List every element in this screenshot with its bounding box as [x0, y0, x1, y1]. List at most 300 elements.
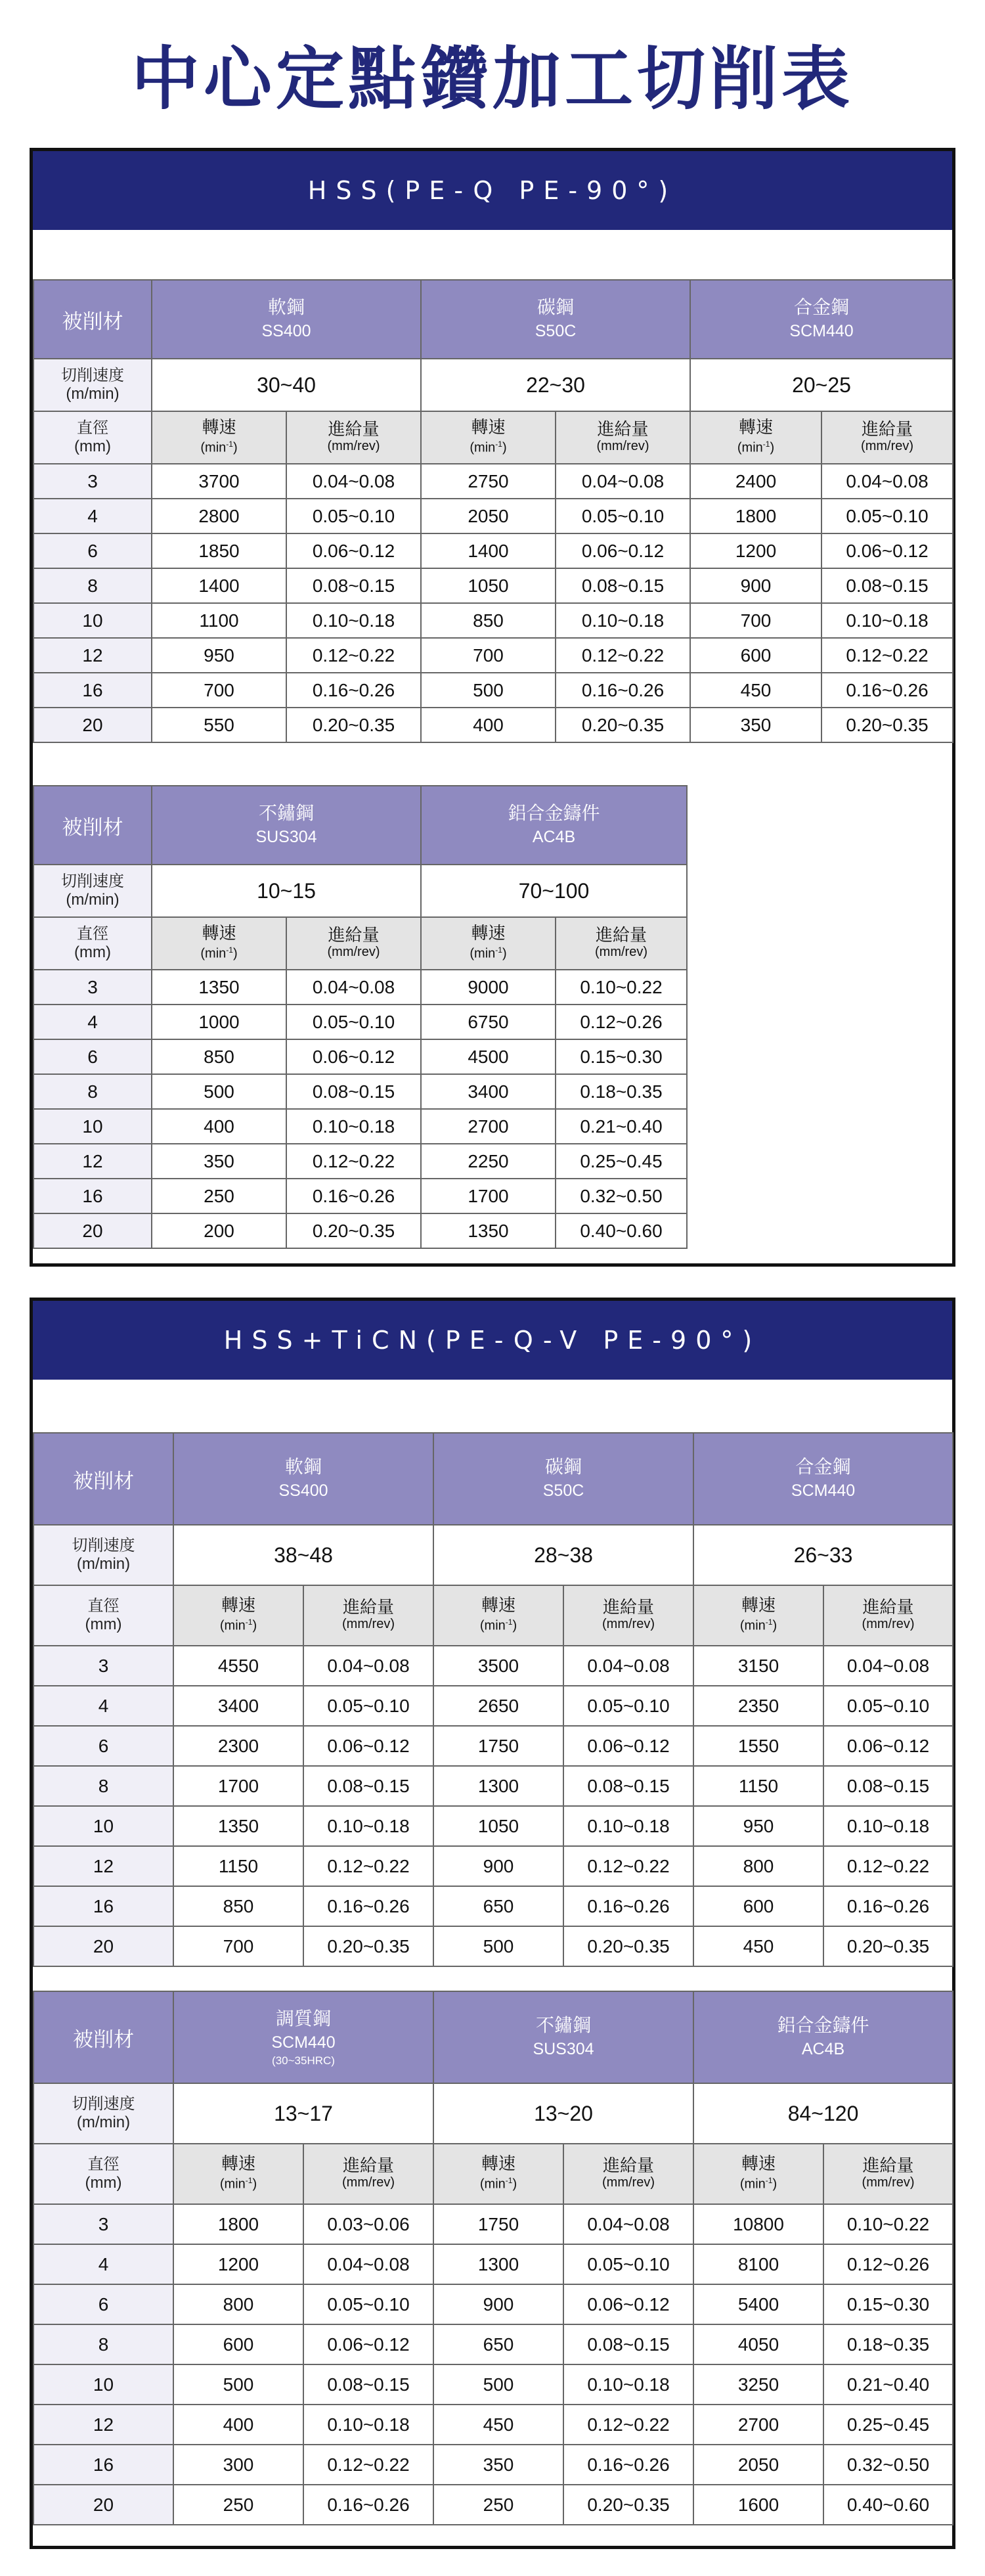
- material-label: 被削材: [33, 1433, 173, 1525]
- diameter-value: 10: [33, 1806, 173, 1846]
- feed-value: 0.40~0.60: [556, 1213, 687, 1248]
- feed-value: 0.10~0.18: [563, 1806, 693, 1846]
- material-header: [433, 1433, 693, 1525]
- feed-value: 0.08~0.15: [303, 1766, 433, 1806]
- rpm-value: 2050: [693, 2445, 823, 2485]
- feed-value: 0.18~0.35: [556, 1074, 687, 1109]
- cutting-speed-value: 13~17: [173, 2083, 433, 2144]
- feed-value: 0.06~0.12: [286, 533, 421, 568]
- rpm-value: 1050: [421, 568, 556, 603]
- feed-value: 0.20~0.35: [823, 1926, 953, 1966]
- rpm-value: 1200: [173, 2244, 303, 2284]
- rpm-value: 1000: [152, 1005, 286, 1039]
- feed-label: 進給量: [343, 2156, 395, 2175]
- material-code: SS400: [261, 322, 311, 340]
- rpm-value: 4550: [173, 1646, 303, 1686]
- feed-header: [556, 411, 690, 464]
- section-header: HSS+TiCN(PE-Q-V PE-90°): [33, 1301, 952, 1380]
- feed-header: [823, 1585, 953, 1646]
- feed-value: 0.20~0.35: [556, 708, 690, 742]
- rpm-value: 9000: [421, 970, 556, 1005]
- rpm-unit-close: ): [772, 2177, 777, 2192]
- feed-value: 0.05~0.10: [823, 1686, 953, 1726]
- rpm-value: 250: [152, 1179, 286, 1213]
- rpm-value: 350: [690, 708, 821, 742]
- rpm-value: 2650: [433, 1686, 563, 1726]
- feed-value: 0.20~0.35: [286, 708, 421, 742]
- rpm-value: 950: [152, 638, 286, 673]
- rpm-value: 1400: [421, 533, 556, 568]
- table-row: [33, 1726, 953, 1766]
- feed-value: 0.04~0.08: [823, 1646, 953, 1686]
- table-row: [33, 1179, 687, 1213]
- feed-value: 0.16~0.26: [286, 673, 421, 708]
- feed-value: 0.06~0.12: [823, 1726, 953, 1766]
- feed-value: 0.08~0.15: [556, 568, 690, 603]
- diameter-label: 直徑 (mm): [33, 1585, 173, 1646]
- cutting-speed-value: 28~38: [433, 1525, 693, 1585]
- rpm-header: [693, 2144, 823, 2204]
- rpm-value: 2700: [421, 1109, 556, 1144]
- table-row: [33, 1766, 953, 1806]
- diameter-value: 3: [33, 2204, 173, 2244]
- feed-value: 0.12~0.22: [823, 1846, 953, 1886]
- rpm-unit-exponent: -1: [765, 1617, 773, 1627]
- feed-unit: (mm/rev): [596, 439, 649, 453]
- feed-value: 0.12~0.22: [303, 2445, 433, 2485]
- feed-value: 0.12~0.26: [556, 1005, 687, 1039]
- material-name: 碳鋼: [537, 297, 575, 317]
- feed-unit: (mm/rev): [595, 945, 647, 959]
- table-row: [33, 603, 953, 638]
- diameter-value: 3: [33, 970, 152, 1005]
- table-row: [33, 2204, 953, 2244]
- rpm-value: 650: [433, 2324, 563, 2364]
- feed-label: 進給量: [328, 419, 380, 439]
- rpm-unit-close: ): [512, 2177, 517, 2192]
- cutting-speed-label: 切削速度 (m/min): [33, 1525, 173, 1585]
- feed-value: 0.05~0.10: [286, 499, 421, 533]
- rpm-unit-close: ): [770, 440, 775, 455]
- rpm-value: 950: [693, 1806, 823, 1846]
- feed-value: 0.03~0.06: [303, 2204, 433, 2244]
- diameter-value: 20: [33, 708, 152, 742]
- feed-value: 0.05~0.10: [556, 499, 690, 533]
- rpm-unit-exponent: -1: [226, 440, 233, 449]
- feed-header: [563, 2144, 693, 2204]
- material-code: SCM440: [789, 322, 854, 340]
- rpm-value: 1750: [433, 2204, 563, 2244]
- rpm-unit-text: (min: [200, 440, 227, 455]
- rpm-value: 600: [690, 638, 821, 673]
- feed-value: 0.08~0.15: [823, 1766, 953, 1806]
- rpm-label: 轉速: [471, 417, 506, 438]
- material-header: [433, 1991, 693, 2083]
- feed-value: 0.08~0.15: [286, 1074, 421, 1109]
- rpm-unit-exponent: -1: [505, 2176, 513, 2186]
- rpm-value: 1850: [152, 533, 286, 568]
- rpm-value: 2050: [421, 499, 556, 533]
- feed-value: 0.06~0.12: [303, 1726, 433, 1766]
- rpm-value: 8100: [693, 2244, 823, 2284]
- cutting-speed-value: 84~120: [693, 2083, 953, 2144]
- rpm-unit-close: ): [252, 1618, 257, 1633]
- feed-label: 進給量: [603, 2156, 655, 2175]
- diameter-value: 20: [33, 1213, 152, 1248]
- diameter-value: 16: [33, 1886, 173, 1926]
- feed-header: [823, 2144, 953, 2204]
- material-header: [690, 280, 953, 359]
- rpm-value: 1350: [152, 970, 286, 1005]
- rpm-value: 2350: [693, 1686, 823, 1726]
- rpm-unit: [694, 1614, 823, 1635]
- material-note: (30~35HRC): [272, 2054, 335, 2067]
- table-row: [33, 2324, 953, 2364]
- rpm-header: [421, 917, 556, 970]
- table-row: [33, 1686, 953, 1726]
- rpm-value: 1300: [433, 1766, 563, 1806]
- feed-value: 0.32~0.50: [823, 2445, 953, 2485]
- feed-value: 0.08~0.15: [563, 1766, 693, 1806]
- feed-header: [556, 917, 687, 970]
- feed-value: 0.10~0.22: [556, 970, 687, 1005]
- section-hss: [30, 148, 955, 1267]
- diameter-value: 8: [33, 1766, 173, 1806]
- feed-value: 0.04~0.08: [303, 2244, 433, 2284]
- rpm-unit-exponent: -1: [505, 1617, 513, 1627]
- diameter-value: 20: [33, 2485, 173, 2525]
- diameter-label: 直徑 (mm): [33, 917, 152, 970]
- rpm-value: 400: [421, 708, 556, 742]
- rpm-unit-text: (min: [200, 946, 227, 961]
- rpm-unit-close: ): [512, 1618, 517, 1633]
- rpm-unit-text: (min: [219, 2177, 246, 2192]
- rpm-value: 450: [693, 1926, 823, 1966]
- material-code: SUS304: [533, 2040, 594, 2058]
- diameter-value: 6: [33, 1726, 173, 1766]
- feed-value: 0.10~0.18: [303, 1806, 433, 1846]
- material-header: [421, 786, 687, 865]
- cutting-table: [33, 279, 953, 743]
- table-row: [33, 708, 953, 742]
- table-row: [33, 1846, 953, 1886]
- feed-value: 0.16~0.26: [823, 1886, 953, 1926]
- diameter-value: 3: [33, 464, 152, 499]
- feed-value: 0.06~0.12: [286, 1039, 421, 1074]
- feed-unit: (mm/rev): [342, 1617, 395, 1631]
- feed-value: 0.05~0.10: [821, 499, 953, 533]
- feed-value: 0.32~0.50: [556, 1179, 687, 1213]
- cutting-table: [33, 1432, 953, 1967]
- rpm-value: 1350: [421, 1213, 556, 1248]
- rpm-value: 550: [152, 708, 286, 742]
- diameter-value: 4: [33, 1005, 152, 1039]
- rpm-value: 250: [433, 2485, 563, 2525]
- material-header: [173, 1433, 433, 1525]
- rpm-unit-exponent: -1: [765, 2176, 773, 2186]
- material-header: [152, 280, 421, 359]
- rpm-header: [693, 1585, 823, 1646]
- feed-value: 0.10~0.18: [286, 603, 421, 638]
- rpm-unit-exponent: -1: [762, 440, 770, 449]
- material-name: 不鏽鋼: [536, 2015, 592, 2035]
- rpm-value: 3400: [421, 1074, 556, 1109]
- feed-label: 進給量: [603, 1597, 655, 1617]
- feed-label: 進給量: [862, 2156, 914, 2175]
- diameter-value: 12: [33, 638, 152, 673]
- feed-value: 0.21~0.40: [556, 1109, 687, 1144]
- feed-value: 0.05~0.10: [563, 1686, 693, 1726]
- feed-value: 0.16~0.26: [303, 1886, 433, 1926]
- material-header: [152, 786, 421, 865]
- material-name: 鋁合金鑄件: [508, 803, 600, 823]
- table-row: [33, 1039, 687, 1074]
- rpm-label: 轉速: [202, 417, 236, 438]
- feed-unit: (mm/rev): [342, 2175, 395, 2190]
- rpm-value: 850: [421, 603, 556, 638]
- material-name: 調質鋼: [276, 2008, 332, 2029]
- feed-value: 0.16~0.26: [303, 2485, 433, 2525]
- rpm-value: 200: [152, 1213, 286, 1248]
- table-row: [33, 464, 953, 499]
- rpm-value: 600: [173, 2324, 303, 2364]
- rpm-unit-close: ): [252, 2177, 257, 2192]
- diameter-value: 8: [33, 1074, 152, 1109]
- rpm-unit-close: ): [502, 946, 507, 961]
- rpm-value: 2300: [173, 1726, 303, 1766]
- diameter-value: 8: [33, 568, 152, 603]
- rpm-unit-exponent: -1: [226, 945, 233, 955]
- diameter-value: 12: [33, 1846, 173, 1886]
- material-label: 被削材: [33, 1991, 173, 2083]
- rpm-value: 1600: [693, 2485, 823, 2525]
- diameter-value: 6: [33, 1039, 152, 1074]
- rpm-value: 2800: [152, 499, 286, 533]
- rpm-unit-exponent: -1: [245, 2176, 253, 2186]
- rpm-value: 350: [433, 2445, 563, 2485]
- rpm-value: 1150: [693, 1766, 823, 1806]
- feed-value: 0.12~0.22: [303, 1846, 433, 1886]
- feed-label: 進給量: [328, 925, 380, 945]
- table-row: [33, 2405, 953, 2445]
- table-row: [33, 1886, 953, 1926]
- feed-value: 0.06~0.12: [563, 1726, 693, 1766]
- feed-value: 0.21~0.40: [823, 2364, 953, 2405]
- rpm-unit: [152, 941, 286, 962]
- diameter-value: 16: [33, 1179, 152, 1213]
- rpm-label: 轉速: [221, 2154, 255, 2174]
- diameter-value: 10: [33, 2364, 173, 2405]
- rpm-unit: [434, 2172, 563, 2193]
- rpm-value: 2700: [693, 2405, 823, 2445]
- diameter-value: 8: [33, 2324, 173, 2364]
- rpm-unit: [174, 2172, 303, 2193]
- material-code: S50C: [535, 322, 577, 340]
- cutting-speed-label: 切削速度 (m/min): [33, 2083, 173, 2144]
- rpm-header: [173, 2144, 303, 2204]
- feed-value: 0.12~0.22: [563, 2405, 693, 2445]
- diameter-value: 6: [33, 2284, 173, 2324]
- rpm-unit-exponent: -1: [245, 1617, 253, 1627]
- rpm-value: 900: [690, 568, 821, 603]
- feed-value: 0.20~0.35: [563, 2485, 693, 2525]
- rpm-label: 轉速: [471, 923, 506, 943]
- rpm-unit-close: ): [502, 440, 507, 455]
- feed-value: 0.16~0.26: [286, 1179, 421, 1213]
- table-row: [33, 1806, 953, 1846]
- rpm-value: 1800: [173, 2204, 303, 2244]
- feed-value: 0.40~0.60: [823, 2485, 953, 2525]
- rpm-unit: [694, 2172, 823, 2193]
- feed-value: 0.20~0.35: [286, 1213, 421, 1248]
- feed-value: 0.04~0.08: [556, 464, 690, 499]
- feed-value: 0.12~0.22: [286, 638, 421, 673]
- table-row: [33, 2244, 953, 2284]
- diameter-value: 16: [33, 673, 152, 708]
- rpm-label: 轉速: [481, 1595, 515, 1616]
- rpm-unit-text: (min: [219, 1618, 246, 1633]
- material-name: 軟鋼: [284, 1457, 322, 1477]
- diameter-value: 10: [33, 603, 152, 638]
- feed-value: 0.04~0.08: [303, 1646, 433, 1686]
- diameter-value: 4: [33, 1686, 173, 1726]
- rpm-unit: [152, 436, 286, 457]
- material-code: SS400: [278, 1481, 328, 1500]
- cutting-speed-value: 26~33: [693, 1525, 953, 1585]
- rpm-value: 250: [173, 2485, 303, 2525]
- cutting-speed-value: 70~100: [421, 865, 687, 917]
- material-header: [421, 280, 690, 359]
- cutting-speed-value: 10~15: [152, 865, 421, 917]
- rpm-value: 500: [433, 2364, 563, 2405]
- rpm-unit-text: (min: [739, 2177, 766, 2192]
- feed-value: 0.04~0.08: [563, 1646, 693, 1686]
- feed-value: 0.12~0.22: [286, 1144, 421, 1179]
- diameter-value: 16: [33, 2445, 173, 2485]
- rpm-unit: [174, 1614, 303, 1635]
- rpm-value: 1550: [693, 1726, 823, 1766]
- material-name: 合金鋼: [794, 297, 850, 317]
- rpm-header: [152, 917, 286, 970]
- feed-value: 0.16~0.26: [563, 1886, 693, 1926]
- feed-value: 0.06~0.12: [563, 2284, 693, 2324]
- feed-value: 0.04~0.08: [286, 464, 421, 499]
- rpm-value: 850: [152, 1039, 286, 1074]
- feed-value: 0.08~0.15: [821, 568, 953, 603]
- rpm-value: 1400: [152, 568, 286, 603]
- material-label: 被削材: [33, 786, 152, 865]
- rpm-value: 1200: [690, 533, 821, 568]
- feed-value: 0.10~0.22: [823, 2204, 953, 2244]
- rpm-value: 800: [173, 2284, 303, 2324]
- feed-value: 0.04~0.08: [821, 464, 953, 499]
- feed-value: 0.16~0.26: [821, 673, 953, 708]
- rpm-value: 900: [433, 1846, 563, 1886]
- material-label: 被削材: [33, 280, 152, 359]
- rpm-header: [690, 411, 821, 464]
- rpm-value: 3500: [433, 1646, 563, 1686]
- cutting-speed-label: 切削速度 (m/min): [33, 865, 152, 917]
- rpm-header: [421, 411, 556, 464]
- rpm-header: [433, 2144, 563, 2204]
- rpm-value: 1150: [173, 1846, 303, 1886]
- table-row: [33, 2445, 953, 2485]
- feed-value: 0.05~0.10: [286, 1005, 421, 1039]
- feed-value: 0.12~0.22: [556, 638, 690, 673]
- feed-label: 進給量: [596, 925, 647, 945]
- feed-value: 0.06~0.12: [303, 2324, 433, 2364]
- cutting-speed-value: 22~30: [421, 359, 690, 411]
- feed-value: 0.04~0.08: [286, 970, 421, 1005]
- rpm-label: 轉速: [221, 1595, 255, 1616]
- table-row: [33, 1109, 687, 1144]
- rpm-value: 3400: [173, 1686, 303, 1726]
- table-row: [33, 2284, 953, 2324]
- feed-value: 0.10~0.18: [823, 1806, 953, 1846]
- rpm-value: 6750: [421, 1005, 556, 1039]
- cutting-speed-value: 38~48: [173, 1525, 433, 1585]
- cutting-table: [33, 1991, 953, 2525]
- rpm-value: 1050: [433, 1806, 563, 1846]
- feed-value: 0.10~0.18: [303, 2405, 433, 2445]
- rpm-value: 10800: [693, 2204, 823, 2244]
- feed-value: 0.12~0.22: [821, 638, 953, 673]
- material-code: SUS304: [255, 828, 317, 846]
- table-row: [33, 533, 953, 568]
- rpm-header: [152, 411, 286, 464]
- table-row: [33, 1074, 687, 1109]
- rpm-value: 800: [693, 1846, 823, 1886]
- rpm-value: 700: [152, 673, 286, 708]
- rpm-value: 450: [433, 2405, 563, 2445]
- feed-value: 0.20~0.35: [303, 1926, 433, 1966]
- rpm-label: 轉速: [739, 417, 774, 438]
- rpm-label: 轉速: [481, 2154, 516, 2174]
- rpm-unit-exponent: -1: [495, 945, 502, 955]
- table-row: [33, 970, 687, 1005]
- feed-header: [303, 2144, 433, 2204]
- rpm-value: 2400: [690, 464, 821, 499]
- feed-unit: (mm/rev): [602, 2175, 655, 2190]
- feed-value: 0.15~0.30: [556, 1039, 687, 1074]
- rpm-value: 700: [173, 1926, 303, 1966]
- material-code: S50C: [542, 1481, 584, 1500]
- cutting-speed-value: 20~25: [690, 359, 953, 411]
- feed-value: 0.18~0.35: [823, 2324, 953, 2364]
- rpm-value: 3250: [693, 2364, 823, 2405]
- feed-unit: (mm/rev): [862, 2175, 915, 2190]
- rpm-value: 1700: [173, 1766, 303, 1806]
- table-row: [33, 1144, 687, 1179]
- material-name: 不鏽鋼: [258, 803, 314, 823]
- diameter-value: 20: [33, 1926, 173, 1966]
- table-row: [33, 1646, 953, 1686]
- rpm-value: 1300: [433, 2244, 563, 2284]
- feed-value: 0.04~0.08: [563, 2204, 693, 2244]
- rpm-value: 400: [173, 2405, 303, 2445]
- rpm-header: [173, 1585, 303, 1646]
- rpm-value: 350: [152, 1144, 286, 1179]
- rpm-value: 3150: [693, 1646, 823, 1686]
- rpm-unit: [434, 1614, 563, 1635]
- feed-value: 0.15~0.30: [823, 2284, 953, 2324]
- table-row: [33, 2485, 953, 2525]
- rpm-value: 900: [433, 2284, 563, 2324]
- rpm-value: 5400: [693, 2284, 823, 2324]
- table-row: [33, 638, 953, 673]
- feed-label: 進給量: [342, 1597, 394, 1617]
- diameter-value: 4: [33, 2244, 173, 2284]
